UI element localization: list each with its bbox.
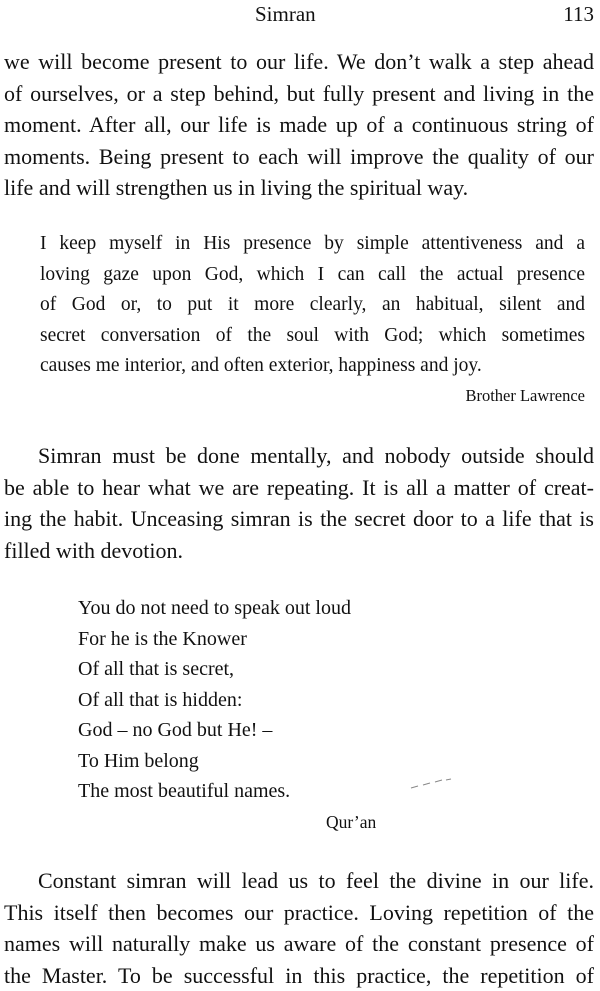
page-number: 113 (563, 2, 594, 27)
body-paragraph (4, 865, 594, 991)
quote-line: I keep myself in His presence by simple attentiveness and a (40, 229, 585, 260)
poem-line: To Him belong (78, 746, 351, 777)
quote-line: causes me interior, and often exterior, happiness and joy. (40, 351, 585, 382)
text-line: the Master. To be successful in this practice, the repetition of (4, 960, 594, 991)
text-line: filled with devotion. (4, 535, 594, 567)
body-paragraph (4, 440, 594, 566)
text-line: moment. After all, our life is made up of a continuous string of (4, 109, 594, 141)
running-head (0, 2, 600, 32)
quote-line: secret conversation of the soul with God; which sometimes (40, 321, 585, 352)
text-line: names will naturally make us aware of the constant presence of (4, 928, 594, 960)
poem-line: Of all that is hidden: (78, 685, 351, 716)
poem-line: For he is the Knower (78, 624, 351, 655)
text-line: be able to hear what we are repeating. It is all a matter of creat- (4, 472, 594, 504)
text-line: of ourselves, or a step behind, but fully present and living in the (4, 78, 594, 110)
body-paragraph (4, 46, 594, 204)
quote-line: loving gaze upon God, which I can call the actual presence (40, 260, 585, 291)
text-line: Constant simran will lead us to feel the divine in our life. (4, 865, 594, 897)
running-title: Simran (255, 2, 316, 27)
text-line: moments. Being present to each will improve the quality of our (4, 141, 594, 173)
text-line: Simran must be done mentally, and nobody outside should (4, 440, 594, 472)
quote-attribution: Brother Lawrence (465, 386, 585, 406)
text-line: we will become present to our life. We don’t walk a step ahead (4, 46, 594, 78)
poem-line: The most beautiful names. (78, 776, 351, 807)
poem-line: Of all that is secret, (78, 654, 351, 685)
quote-line: of God or, to put it more clearly, an habitual, silent and (40, 290, 585, 321)
poem-attribution: Qur’an (326, 812, 376, 833)
poem-line: You do not need to speak out loud (78, 593, 351, 624)
text-line: life and will strengthen us in living the spiritual way. (4, 172, 594, 204)
stray-mark (410, 778, 452, 790)
block-quote (40, 229, 585, 382)
text-line: This itself then becomes our practice. Loving repetition of the (4, 897, 594, 929)
poem-line: God – no God but He! – (78, 715, 351, 746)
poem (78, 593, 351, 807)
text-line: ing the habit. Unceasing simran is the secret door to a life that is (4, 503, 594, 535)
